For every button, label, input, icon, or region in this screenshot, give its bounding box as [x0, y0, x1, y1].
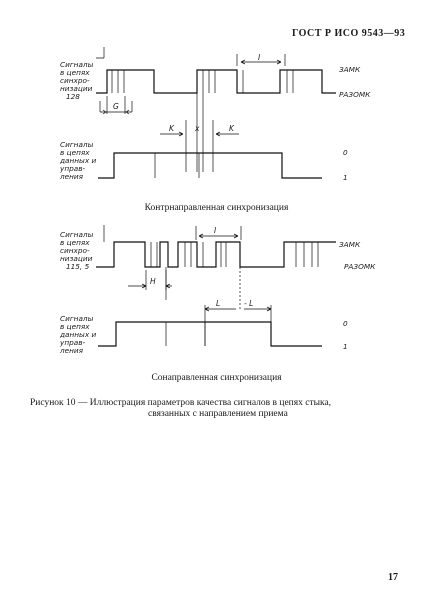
- figure-caption-line1: Рисунок 10 — Иллюстрация параметров качества сигналов в цепях стыка,: [30, 398, 332, 408]
- diagram-caption-counter: Контрнаправленная синхронизация: [144, 203, 289, 213]
- param-x-1: x: [195, 124, 200, 133]
- diagram-co-directional: [59, 225, 376, 355]
- param-L2-2: - L: [244, 299, 254, 308]
- level-off-2: РАЗОМК: [344, 262, 376, 271]
- data-signal-label-1: Сигналы в цепях данных и управ- ления: [60, 140, 97, 181]
- diagram-caption-co: Сонаправленная синхронизация: [151, 373, 282, 383]
- page-number: 17: [388, 572, 398, 583]
- figure-caption: [30, 398, 410, 420]
- sync-signal-label-2: Сигналы в цепях синхро- низации 115, 5: [60, 230, 94, 271]
- standard-header: ГОСТ Р ИСО 9543—93: [292, 28, 406, 39]
- sync-jitter-edges-2: [151, 242, 318, 267]
- l-markers-2: [205, 305, 271, 346]
- level-on-1: ЗАМК: [339, 65, 361, 74]
- sync-waveform-1: [96, 70, 336, 93]
- period-marker-I-2: [196, 226, 241, 240]
- level-1-1: 1: [343, 173, 348, 182]
- data-waveform-1: [98, 153, 322, 178]
- param-I-2: I: [214, 226, 217, 235]
- data-signal-label-2: Сигналы в цепях данных и управ- ления: [60, 314, 97, 355]
- data-waveform-2: [98, 322, 322, 346]
- level-0-1: 0: [343, 148, 348, 157]
- sync-jitter-edges-1: [112, 70, 293, 93]
- sync-waveform-2: [96, 242, 336, 267]
- param-K2-1: K: [229, 124, 234, 133]
- param-L1-2: L: [216, 299, 221, 308]
- level-0-2: 0: [343, 319, 348, 328]
- data-edges-2: [166, 322, 205, 346]
- diagram-counter-directional: [59, 47, 371, 182]
- param-K1-1: K: [169, 124, 174, 133]
- param-I-1: I: [258, 53, 261, 62]
- figure-caption-line2: связанных с направлением приема: [148, 409, 288, 419]
- param-G: G: [113, 102, 119, 111]
- period-marker-I-1: [237, 54, 285, 66]
- data-edges-1: [155, 153, 199, 178]
- level-off-1: РАЗОМК: [339, 90, 371, 99]
- level-1-2: 1: [343, 342, 348, 351]
- sync-signal-label-1: Сигналы в цепях синхро- низации 128: [60, 60, 94, 101]
- sync-start-tick-1: [96, 47, 104, 58]
- param-H: H: [150, 277, 156, 286]
- level-on-2: ЗАМК: [339, 240, 361, 249]
